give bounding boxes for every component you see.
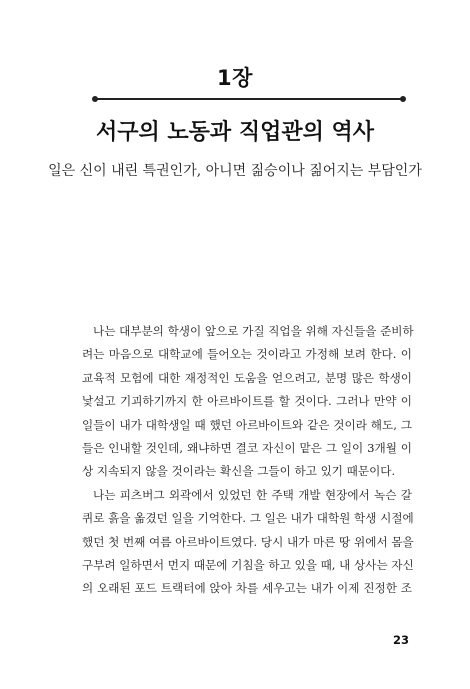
body-text <box>82 320 412 601</box>
body-line: 교육적 모험에 대한 재정적인 도움을 얻으려고, 분명 많은 학생이 <box>82 370 412 385</box>
body-line: 낯설고 기괴하기까지 한 아르바이트를 할 것이다. 그러나 만약 이 <box>82 394 412 409</box>
body-line: 의 오래된 포드 트랙터에 앉아 차를 세우고는 내가 이제 진정한 조 <box>82 581 412 596</box>
divider-line <box>95 98 403 100</box>
chapter-subtitle: 일은 신이 내린 특권인가, 아니면 짊승이나 짊어지는 부담인가 <box>48 163 422 179</box>
body-line: 려는 마음으로 대학교에 들어오는 것이라고 가정해 보려 한다. 이 <box>82 347 412 362</box>
body-line: 일들이 내가 대학생일 때 했던 아르바이트와 같은 것이라 해도, 그 <box>82 417 412 432</box>
chapter-title: 서구의 노동과 직업관의 역사 <box>95 120 374 145</box>
body-line: 나는 피츠버그 외곽에서 있었던 한 주택 개발 현장에서 녹슨 갈 <box>93 487 412 502</box>
body-line: 상 지속되지 않을 것이라는 확신을 그들이 하고 있기 때문이다. <box>82 464 396 479</box>
body-line: 나는 대부분의 학생이 앞으로 가질 직업을 위해 자신들을 준비하 <box>93 324 414 338</box>
body-line: 들은 인내할 것인데, 왜냐하면 결코 자신이 맡은 그 일이 3개월 이 <box>82 440 412 455</box>
divider-dot-left <box>92 96 98 102</box>
body-line: 구부려 일하면서 먼지 때문에 기침을 하고 있을 때, 내 상사는 자신 <box>82 557 414 572</box>
page-number: 23 <box>393 633 410 647</box>
divider-dot-right <box>400 96 406 102</box>
body-line: 했던 첫 번째 여름 아르바이트였다. 당시 내가 마른 땅 위에서 몸을 <box>82 534 414 549</box>
chapter-label: 1장 <box>217 66 253 90</box>
body-line: 퀴로 흙을 옮겼던 일을 기억한다. 그 일은 내가 대학원 학생 시절에 <box>82 511 414 526</box>
